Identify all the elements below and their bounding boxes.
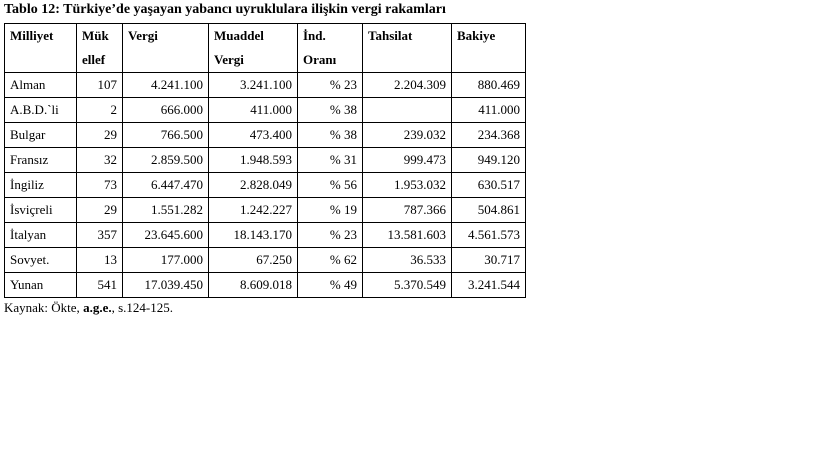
cell-vergi: 666.000 xyxy=(123,98,209,123)
cell-bakiye: 949.120 xyxy=(452,148,526,173)
table-row xyxy=(5,148,526,173)
cell-milliyet: Fransız xyxy=(5,148,77,173)
cell-vergi: 6.447.470 xyxy=(123,173,209,198)
table-header xyxy=(5,24,526,73)
cell-muaddel-vergi: 3.241.100 xyxy=(209,73,298,98)
cell-ind-orani: % 49 xyxy=(298,273,363,298)
source-note xyxy=(4,300,173,316)
cell-ind-orani: % 19 xyxy=(298,198,363,223)
cell-ind-orani: % 56 xyxy=(298,173,363,198)
table-row xyxy=(5,273,526,298)
cell-bakiye: 630.517 xyxy=(452,173,526,198)
cell-bakiye: 234.368 xyxy=(452,123,526,148)
table-body xyxy=(5,73,526,298)
source-suffix: , s.124-125. xyxy=(111,300,173,315)
cell-milliyet: Alman xyxy=(5,73,77,98)
cell-tahsilat: 239.032 xyxy=(363,123,452,148)
header-tahsilat: Tahsilat xyxy=(363,24,452,73)
table-row xyxy=(5,223,526,248)
cell-milliyet: Yunan xyxy=(5,273,77,298)
cell-muaddel-vergi: 1.242.227 xyxy=(209,198,298,223)
header-mukellef: Mük ellef xyxy=(77,24,123,73)
cell-muaddel-vergi: 411.000 xyxy=(209,98,298,123)
cell-muaddel-vergi: 8.609.018 xyxy=(209,273,298,298)
table-title: Tablo 12: Türkiye’de yaşayan yabancı uyruklulara ilişkin vergi rakamları xyxy=(4,2,446,17)
cell-mukellef: 29 xyxy=(77,198,123,223)
cell-ind-orani: % 38 xyxy=(298,98,363,123)
cell-tahsilat: 787.366 xyxy=(363,198,452,223)
cell-tahsilat: 2.204.309 xyxy=(363,73,452,98)
cell-mukellef: 107 xyxy=(77,73,123,98)
header-muaddel-vergi: Muaddel Vergi xyxy=(209,24,298,73)
cell-tahsilat: 5.370.549 xyxy=(363,273,452,298)
cell-ind-orani: % 31 xyxy=(298,148,363,173)
cell-mukellef: 73 xyxy=(77,173,123,198)
cell-muaddel-vergi: 18.143.170 xyxy=(209,223,298,248)
cell-tahsilat xyxy=(363,98,452,123)
cell-milliyet: Sovyet. xyxy=(5,248,77,273)
cell-vergi: 766.500 xyxy=(123,123,209,148)
cell-ind-orani: % 23 xyxy=(298,223,363,248)
header-vergi: Vergi xyxy=(123,24,209,73)
header-bakiye: Bakiye xyxy=(452,24,526,73)
cell-muaddel-vergi: 473.400 xyxy=(209,123,298,148)
cell-vergi: 17.039.450 xyxy=(123,273,209,298)
cell-mukellef: 13 xyxy=(77,248,123,273)
cell-mukellef: 32 xyxy=(77,148,123,173)
header-ind-orani: İnd. Oranı xyxy=(298,24,363,73)
cell-milliyet: A.B.D.`li xyxy=(5,98,77,123)
cell-vergi: 23.645.600 xyxy=(123,223,209,248)
table-row xyxy=(5,73,526,98)
cell-muaddel-vergi: 1.948.593 xyxy=(209,148,298,173)
cell-ind-orani: % 38 xyxy=(298,123,363,148)
cell-mukellef: 2 xyxy=(77,98,123,123)
table-row xyxy=(5,173,526,198)
source-prefix: Kaynak: Ökte, xyxy=(4,300,84,315)
cell-vergi: 177.000 xyxy=(123,248,209,273)
cell-bakiye: 30.717 xyxy=(452,248,526,273)
cell-ind-orani: % 62 xyxy=(298,248,363,273)
cell-mukellef: 357 xyxy=(77,223,123,248)
cell-milliyet: İsviçreli xyxy=(5,198,77,223)
cell-milliyet: İngiliz xyxy=(5,173,77,198)
table-row xyxy=(5,98,526,123)
cell-tahsilat: 1.953.032 xyxy=(363,173,452,198)
cell-bakiye: 3.241.544 xyxy=(452,273,526,298)
cell-vergi: 4.241.100 xyxy=(123,73,209,98)
cell-bakiye: 4.561.573 xyxy=(452,223,526,248)
cell-mukellef: 29 xyxy=(77,123,123,148)
cell-bakiye: 504.861 xyxy=(452,198,526,223)
header-row xyxy=(5,24,526,73)
cell-vergi: 2.859.500 xyxy=(123,148,209,173)
cell-muaddel-vergi: 67.250 xyxy=(209,248,298,273)
cell-ind-orani: % 23 xyxy=(298,73,363,98)
table-row xyxy=(5,248,526,273)
cell-tahsilat: 13.581.603 xyxy=(363,223,452,248)
tax-table xyxy=(4,23,526,298)
header-milliyet: Milliyet xyxy=(5,24,77,73)
cell-milliyet: Bulgar xyxy=(5,123,77,148)
table-row xyxy=(5,198,526,223)
cell-bakiye: 880.469 xyxy=(452,73,526,98)
cell-tahsilat: 36.533 xyxy=(363,248,452,273)
source-reference: a.g.e. xyxy=(83,300,112,315)
cell-mukellef: 541 xyxy=(77,273,123,298)
cell-tahsilat: 999.473 xyxy=(363,148,452,173)
table-row xyxy=(5,123,526,148)
cell-milliyet: İtalyan xyxy=(5,223,77,248)
cell-vergi: 1.551.282 xyxy=(123,198,209,223)
cell-muaddel-vergi: 2.828.049 xyxy=(209,173,298,198)
cell-bakiye: 411.000 xyxy=(452,98,526,123)
